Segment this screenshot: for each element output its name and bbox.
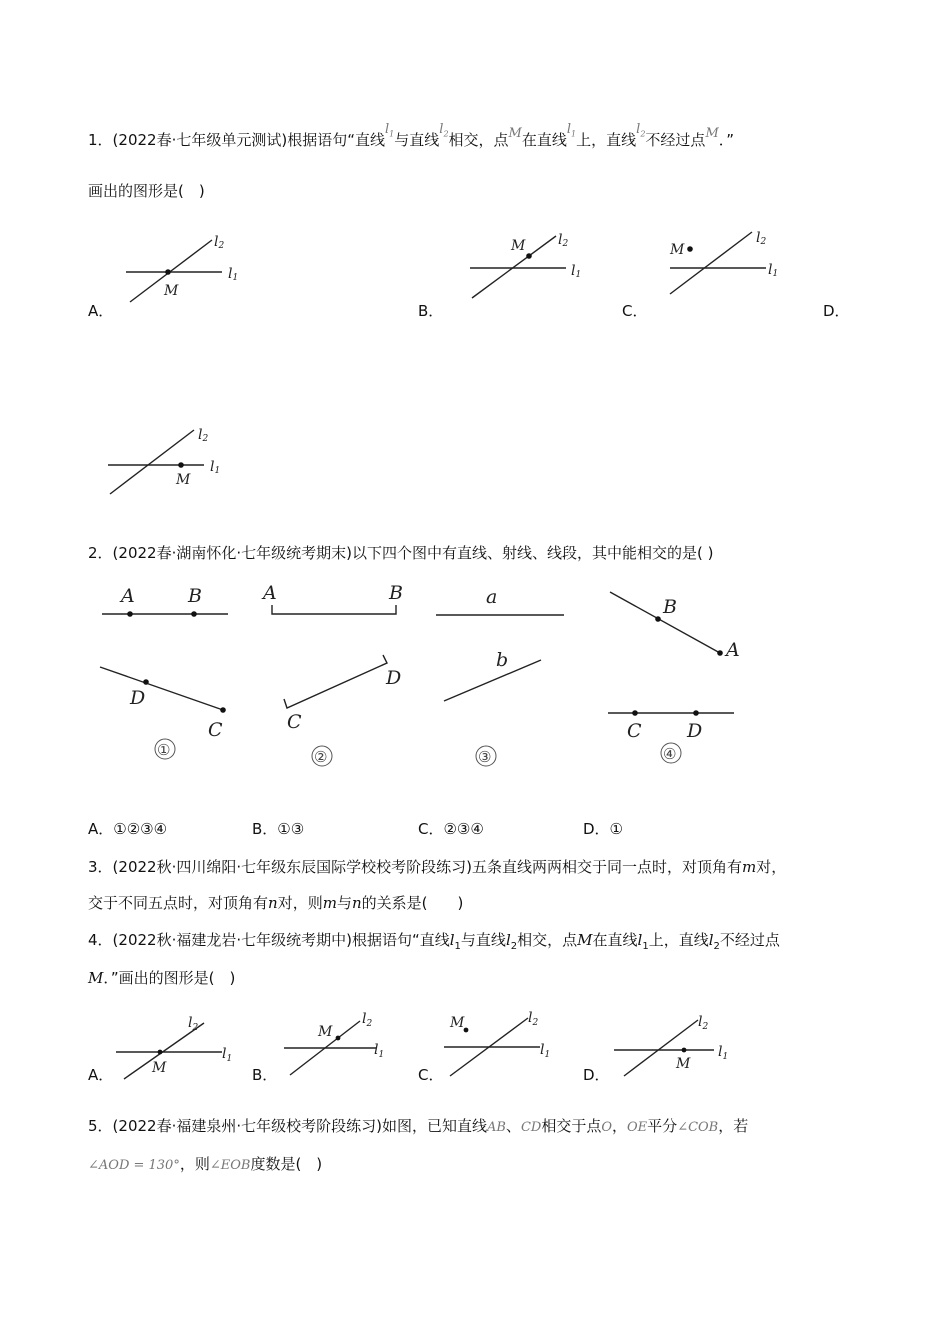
point-m bbox=[165, 269, 171, 275]
svg-text:l2: $l_2$ bbox=[362, 1011, 373, 1029]
q1-line2: 画出的图形是( ) bbox=[88, 182, 205, 200]
q1-source: (2022春·七年级单元测试) bbox=[112, 131, 288, 149]
q1-figure-c bbox=[664, 224, 804, 304]
svg-text:l1: $l_1$ bbox=[374, 1042, 385, 1060]
label-l1: l1 bbox=[768, 262, 779, 279]
q1-math-l2: $l_2$ bbox=[636, 122, 646, 139]
svg-text:D: D bbox=[130, 687, 146, 709]
svg-text:A: A bbox=[121, 585, 135, 607]
q1-text: 根据语句“直线 bbox=[287, 131, 385, 149]
label-l2: l2 bbox=[558, 232, 569, 249]
label-m: M bbox=[164, 283, 179, 299]
svg-text:C: C bbox=[627, 720, 642, 742]
q1-figure-d bbox=[104, 424, 244, 504]
q2-fig2-top bbox=[261, 582, 403, 614]
svg-text:M: M bbox=[152, 1060, 167, 1076]
svg-text:B: B bbox=[188, 585, 202, 607]
q1-text: 上，直线 bbox=[576, 131, 637, 149]
svg-text:A: A bbox=[726, 639, 740, 661]
q3-var-n: n bbox=[268, 894, 278, 912]
q5-line1: 5．(2022春·福建泉州·七年级校考阶段练习)如图，已知直线AB、CD相交于点O，OE平分∠COB，若 bbox=[88, 1117, 749, 1135]
q2-fig4 bbox=[608, 592, 740, 763]
label-l2: l2 bbox=[214, 234, 225, 251]
q2-figures bbox=[90, 575, 760, 775]
point-m bbox=[526, 253, 532, 259]
q4-figure-c bbox=[440, 1000, 570, 1080]
svg-text:②: ② bbox=[314, 748, 328, 766]
svg-text:D: D bbox=[687, 720, 703, 742]
label-l1: l1 bbox=[571, 263, 582, 280]
q5-line2: ∠AOD = 130°，则∠EOB度数是( ) bbox=[88, 1155, 323, 1173]
label-l2: l2 bbox=[198, 427, 209, 444]
svg-text:M: M bbox=[450, 1015, 465, 1031]
q4-figure-a bbox=[112, 1005, 242, 1085]
label-l2: l2 bbox=[756, 230, 767, 247]
label-m: M bbox=[176, 472, 191, 488]
q2-fig2-bottom bbox=[284, 655, 401, 766]
svg-text:③: ③ bbox=[478, 748, 492, 766]
q4-option-b[interactable]: B． bbox=[252, 1066, 278, 1084]
q2-option-c[interactable]: C．②③④ bbox=[418, 820, 484, 838]
svg-text:A: A bbox=[263, 582, 277, 604]
svg-text:l2: $l_2$ bbox=[698, 1014, 709, 1032]
label-l1: l1 bbox=[228, 266, 239, 283]
q4-line2: M．”画出的图形是( ) bbox=[88, 969, 236, 987]
point-m bbox=[687, 246, 693, 252]
q2-fig3 bbox=[436, 586, 564, 766]
svg-text:C: C bbox=[287, 711, 302, 733]
q3-var-m: m bbox=[741, 858, 757, 876]
q4-option-d[interactable]: D． bbox=[583, 1066, 610, 1084]
q1-text: 不经过点 bbox=[645, 131, 706, 149]
q1-figure-a bbox=[120, 228, 260, 308]
q2-option-d[interactable]: D．① bbox=[583, 820, 623, 838]
q1-text: 在直线 bbox=[521, 131, 567, 149]
q4-figure-d bbox=[610, 1004, 740, 1084]
q2-stem: 2．(2022春·湖南怀化·七年级统考期末)以下四个图中有直线、射线、线段，其中能相交的是( ) bbox=[88, 544, 714, 562]
q4-figure-b bbox=[280, 1001, 410, 1081]
q1-number: 1． bbox=[88, 131, 113, 149]
q1-math-l1: $l_1$ bbox=[384, 122, 395, 139]
q4-option-c[interactable]: C． bbox=[418, 1066, 444, 1084]
q4-line1: 4．(2022秋·福建龙岩·七年级统考期中)根据语句“直线$l_1$与直线$l_2$相交，点M在直线$l_1$上，直线$l_2$不经过点 bbox=[88, 931, 780, 952]
label-l1: l1 bbox=[210, 459, 221, 476]
svg-text:l1: $l_1$ bbox=[718, 1044, 729, 1062]
q1-option-c[interactable]: C． bbox=[622, 302, 648, 320]
svg-text:B: B bbox=[663, 596, 677, 618]
svg-text:l1: $l_1$ bbox=[222, 1046, 233, 1064]
svg-text:a: a bbox=[486, 586, 498, 608]
q1-option-b[interactable]: B． bbox=[418, 302, 444, 320]
q4-option-a[interactable]: A． bbox=[88, 1066, 114, 1084]
q1-math-m: M bbox=[508, 126, 522, 141]
q1-option-a[interactable]: A． bbox=[88, 302, 114, 320]
svg-text:①: ① bbox=[157, 741, 171, 759]
svg-text:b: b bbox=[496, 649, 509, 671]
q2-option-b[interactable]: B．①③ bbox=[252, 820, 305, 838]
svg-text:M: M bbox=[676, 1056, 691, 1072]
q3-line1: 3．(2022秋·四川绵阳·七年级东辰国际学校校考阶段练习)五条直线两两相交于同一点时，对顶角有m对， bbox=[88, 858, 787, 876]
q1-option-d[interactable]: D． bbox=[823, 302, 850, 320]
q1-text: ．” bbox=[718, 131, 735, 149]
q2-fig1-top bbox=[102, 585, 228, 617]
svg-text:C: C bbox=[208, 719, 223, 741]
q3-line2: 交于不同五点时，对顶角有n对，则m与n的关系是( ) bbox=[88, 894, 464, 912]
q1-math-m: M bbox=[705, 126, 719, 141]
svg-text:l2: $l_2$ bbox=[188, 1015, 199, 1033]
q2-fig1-bottom bbox=[100, 667, 226, 759]
q2-option-a[interactable]: A．①②③④ bbox=[88, 820, 168, 838]
q1-figure-b bbox=[464, 228, 604, 308]
q1-math-l1: $l_1$ bbox=[566, 122, 577, 139]
svg-text:l1: $l_1$ bbox=[540, 1042, 551, 1060]
svg-text:D: D bbox=[386, 667, 402, 689]
label-m: M bbox=[511, 238, 526, 254]
q1-math-l2: $l_2$ bbox=[439, 122, 449, 139]
label-m: M bbox=[670, 242, 685, 258]
q1-text: 相交，点 bbox=[448, 131, 509, 149]
q1-line1 bbox=[88, 122, 735, 157]
point-m bbox=[178, 462, 184, 468]
svg-text:M: M bbox=[318, 1024, 333, 1040]
svg-text:B: B bbox=[389, 582, 403, 604]
svg-text:l2: $l_2$ bbox=[528, 1010, 539, 1028]
q1-text: 与直线 bbox=[394, 131, 440, 149]
svg-text:④: ④ bbox=[663, 745, 677, 763]
